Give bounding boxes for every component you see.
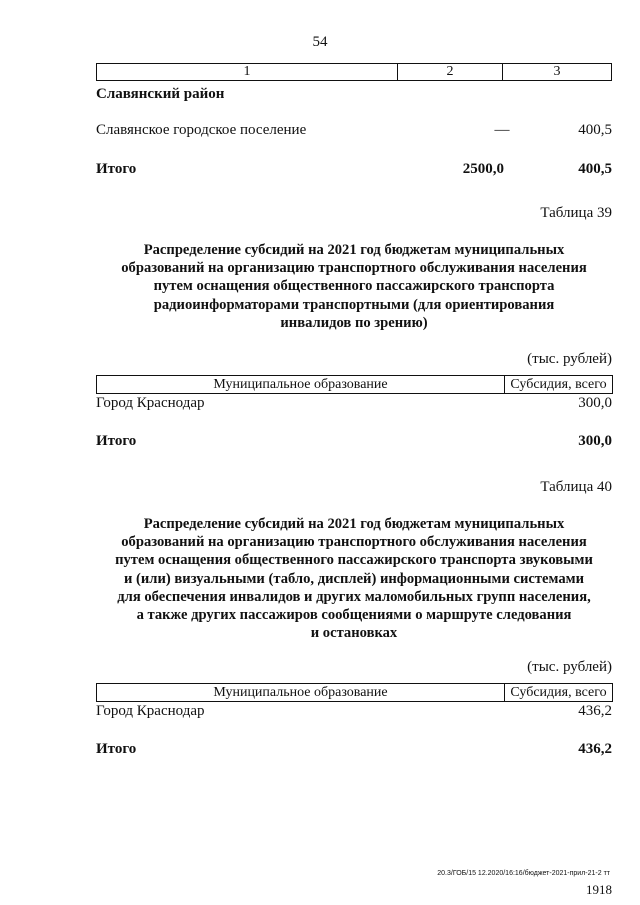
municipality-header: Муниципальное образование [97,376,505,393]
title-line: путем оснащения общественного пассажирского транспорта звуковыми [115,552,593,569]
page-number: 54 [312,34,328,50]
footer-number: 1918 [586,882,612,897]
title-line: Распределение субсидий на 2021 год бюджетам муниципальных [143,242,565,258]
subsidy-header: Субсидия, всего [510,685,607,700]
title-line: Распределение субсидий на 2021 год бюджетам муниципальных [143,516,565,532]
table-39-label: Таблица 39 [540,205,612,221]
column-header-2: 2 [398,64,503,80]
subsidy-header: Субсидия, всего [510,377,607,392]
column-header-row [96,63,612,81]
table-40-total-label: Итого [96,741,137,757]
title-line: и остановках [310,625,398,642]
title-line: радиоинформаторами транспортными (для ориентирования [153,296,555,313]
column-header-3: 3 [553,64,561,79]
column-header-1: 1 [97,64,398,80]
settlement-col3: 400,5 [578,122,612,138]
title-line: для обеспечения инвалидов и других маломобильных групп населения, [117,588,591,605]
settlement-col2: — [494,122,510,138]
settlement-name: Славянское городское поселение [96,122,307,138]
title-line: а также других пассажиров сообщениями о маршруте следования [136,607,572,624]
table-39-row-value: 300,0 [578,395,612,411]
table-40-title [96,515,612,642]
table-39-title [96,241,612,332]
table-40-row-name: Город Краснодар [96,703,205,719]
total-col3: 400,5 [578,161,612,177]
table-40-total-value: 436,2 [578,741,612,757]
title-line: путем оснащения общественного пассажирского транспорта [153,278,555,295]
table-39-total-value: 300,0 [578,433,612,449]
total-col2: 2500,0 [462,161,504,177]
table-39-header [96,375,613,394]
table-40-label: Таблица 40 [540,479,612,495]
footer-code: 20.3/ГОБ/15 12.2020/16:16/бюджет-2021-прил-21-2 тт [437,870,610,877]
municipality-header: Муниципальное образование [97,684,505,701]
table-40-row-value: 436,2 [578,703,612,719]
table-40-header [96,683,613,702]
title-line: инвалидов по зрению) [280,314,428,331]
total-label: Итого [96,161,137,177]
title-line: образований на организацию транспортного обслуживания населения [121,534,587,551]
title-line: и (или) визуальными (табло, дисплей) информационными системами [123,570,585,587]
title-line: образований на организацию транспортного обслуживания населения [121,260,587,277]
table-39-row-name: Город Краснодар [96,395,205,411]
district-title: Славянский район [96,86,225,102]
table-39-total-label: Итого [96,433,137,449]
table-40-units: (тыс. рублей) [527,659,612,675]
table-39-units: (тыс. рублей) [527,351,612,367]
